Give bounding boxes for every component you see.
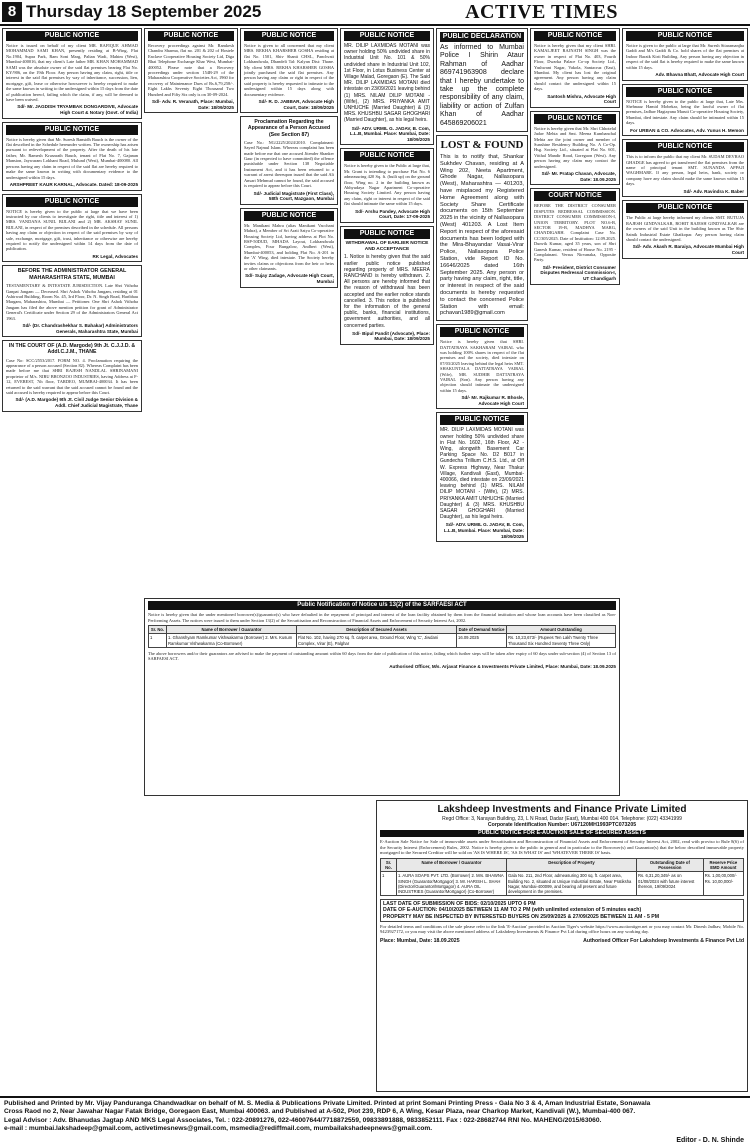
lakshdeep-signature: Authorised Officer For Lakshdeep Investments & Finance Pvt Ltd	[583, 938, 744, 944]
notice-body: Recovery proceedings against Mr. Ramkesh Chandra Sharma, flat no. 201 & 202 of Hostele Enclave Cooperative Housing Society Ltd, Diga Bhai Telephone Exchange Khar West, Mumbai-400052. Please note that a Recovery proceedings under section 154B-29 of the Maharashtra Cooperative Societies Act, 1960 for recovery of Maintenance Dues of Rs.6,79,258/-. Eight Lakhs Seventy Eight Thousand Two Hundred and Fifty Six only is on 30-09-2024.	[148, 43, 234, 97]
table-header: Date of Demand Notice	[457, 626, 507, 634]
imprint-line: e-mail : mumbai.lakshadeep@gmail.com, activetimesnews@gmail.com, msmedia@rediffmail.com, mumbailakshadeepnews@gmail.com.	[4, 1125, 433, 1133]
page-number: 8	[2, 2, 22, 22]
table-header: Description of Property	[507, 858, 637, 871]
notice-body: Notice is given to all concerned that my client MRS. REKHA KHARSHEB GOSHA residing at flat No. 1501, Shiv Shanti CHSL, Panchvati Lokhandwala, Dhandeli Tal: Kalyan Dist: Thane. My client MRS. REKHA KHARSHEB GOSHA jointly purchased the said flat premises. Any person having any claim or right in respect of the said property is hereby requested to intimate to the undersigned within 15 days along with documentary evidence.	[244, 43, 334, 97]
lost-found-body: This is to notify that, Shankar Sukhdev Chavan, residing at A Wing 202, Neeta Apartment, Ghode Nagar, Nallasopara (West), Maharashtra — 401203, have misplaced my Registered Home Agreement along with Society Share Certificate documents on 15th September 2025 in the vicinity of Nallasopara (West) 401203. A Lost Item Report in respect of the aforesaid documents has been lodged with the Mira-Bhayandar Vasai-Virar Police, Nallasopara Police Station, vide Report ID No. 16646/2025 dated 16th September 2025. Any person or party having any claim, right, title, or interest in respect of the said documents is hereby requested to contact the concerned Police Station with email: pchavan1989@gmail.com	[440, 154, 524, 317]
table-header: Name of Borrower / Guarantor	[397, 858, 507, 871]
declaration-box	[436, 28, 528, 132]
notice-heading: PUBLIC NOTICE	[440, 327, 524, 337]
notice-signature: Sd/- Mr. Rajkumar R. Bhosle, Advocate High Court	[461, 395, 524, 406]
notice-box	[240, 116, 338, 204]
notice-signature: Sd/- Mr. Pratap Chavan, Advocate, Date: 18.09.2025	[541, 171, 616, 182]
notice-signature: ARSHPREET KAUR KARNAL, Advocate. Dated: 18-09-2025	[9, 181, 138, 187]
notice-box	[340, 28, 434, 145]
table-header: Outstanding Date of Possession	[637, 858, 704, 871]
notice-body: Notice is hereby given that my client SHRI. KAMALJEET RAJNATH SINGH was the owner in respect of Flat No. 403, Fourth Floor, Dwarka Palace Co-op Society Ltd., Yashwant Nagar, Vakola, Santacruz (East), Mumbai. My client has lost the original agreement. Any person having any claim should contact the undersigned within 15 days.	[534, 43, 616, 92]
notice-box	[436, 412, 528, 542]
table-cell: 1. Ghanshyam Ramkumar Vishwakarma (Borrower) 2. Mrs. Kusum Ramkumar Vishwakarma (Co-Borrower)	[167, 634, 297, 647]
notice-signature: Santosh Mishra, Advocate High Court	[547, 93, 616, 105]
column-1	[2, 28, 142, 794]
notice-signature: Sd/- President, District Consumer Disputes Redressal Commission-I, UT Chandigarh	[540, 264, 616, 281]
notice-signature: Sd/- (A.D. Margode) 9th Jt. Civil Judge Senior Division & Addl. Chief Judicial Magistrate, Thane	[15, 397, 138, 409]
notice-body: Notice is hereby given that Mr. Shri Chhotelal Jadav Mehta and Smt. Meena Kumbanchal Mehta are the joint owner and member of Sunshine Residency Building No. A Co-Op. Hsg. Society Ltd., situated at Flat No. 601, Vitthal Mandir Road, Goregaon (West). Any person having any claim may contact the undersigned.	[534, 125, 616, 169]
notice-subheading: WITHDRAWAL OF EARLIER NOTICE AND ACCEPTANCE	[345, 240, 429, 252]
notice-body: Case No: SCC/2553/2017. FORM NO. 4. Proclamation requiring the appearance of a person accused (Section 82). Whereas Complaint has been made before me that SHRI RAJESH NANDLAL SHRINAMANI proprietor of M/s. NIRU BRONZOO INDUSTRIES, having Address at F-12, EVEREST, 7th floor, TARDEO, MUMBAI-400034. It has been returned to the said warrant that the said accused cannot be found and the said accused is hereby required to appear before this Court.	[6, 357, 138, 396]
notice-signature: Sd/- Mr. JAGDISH TRYAMBAK DONGARDIVE, Advocate High Court & Notary (Govt. of India)	[17, 104, 138, 116]
notice-signature: Sd/- Adv. Ravindra K. Baber	[683, 188, 744, 194]
lakshdeep-cin: Corporate Identification Number: U67120MH1993PTC073205	[487, 822, 637, 828]
imprint-line: Cross Raod no 2, Near Jawahar Nagar Fatak Bridge, Goregaon East, Mumbai 400063. and Published at A-502, Plot 239, RDP 6, A Wing, Kesar Plaza, near Charkop Market, Kandivali (W.), Mumbai-400 067.	[4, 1108, 636, 1116]
notice-heading: PUBLIC NOTICE	[626, 31, 744, 41]
lakshdeep-sign-row	[380, 938, 744, 944]
lost-found-box	[436, 135, 528, 321]
notice-body: Notice is given to the public at large that Mr. Suresh Sitaramanjha Gaddi and M/s Gaddi & Co. hold shares of the flat premises at Indoor Baraik Kirti Building. Any person having any objection in respect of the said flat is hereby required to make the same known within 15 days.	[626, 43, 744, 70]
notice-signature: Adv. Bhavna Bhatt, Advocate High Court	[655, 72, 744, 78]
table-row	[149, 634, 616, 647]
newspaper-title: ACTIVE TIMES	[465, 1, 618, 23]
table-cell: 1	[149, 634, 167, 647]
notice-body: Notice is hereby given that Mr. Suresh Bansidh Bauch is the owner of the flat described in the Schedule hereunder written. The ownership has arisen pursuant to redevelopment of the property. After the death of his late father, Mr. Ramesh Krusnrath Bauch, tenant of Flat No. 7, Gajanan Mansion, Jaywaram Lokhant Road, Mulund (West), Mumbai-400080. All persons having any claim in respect of the said flat are hereby required to make the same known in writing with documentary evidence to the undersigned within 15 days.	[6, 136, 138, 180]
notice-heading: PUBLIC NOTICE	[244, 31, 334, 41]
notice-signature: RK Legal, Advocates	[92, 253, 138, 259]
column-2	[144, 28, 238, 328]
notice-heading: PUBLIC NOTICE	[626, 142, 744, 152]
table-cell: 16.09.2025	[457, 634, 507, 647]
notice-box	[2, 265, 142, 337]
table-header: Reserve Price EMD Amount	[703, 858, 743, 871]
table-cell: Rs. 1,00,00,000/- Rs. 10,00,000/-	[703, 872, 743, 896]
notice-box	[144, 28, 238, 113]
table-cell: 1	[381, 872, 397, 896]
declaration-body: As informed to Mumbai Police I Shirin Ataur Rahman of Aadhar 869741963908 declare that I hereby undertake to take up the complete responsibility of any claim, liability or action of Zulfan Khan of Aadhar 645869206021	[440, 44, 524, 127]
notice-box	[340, 148, 434, 222]
lakshdeep-auction-notice	[376, 800, 748, 1092]
notice-body: Notice is hereby given to the Public at large that, Mr. Grant is intending to purchase Flat No. 6 admeasuring 420 Sq. ft. (built up) on the ground floor, Wing no. 2 in the building known as Abhyudaya Nagar Apartment Co-operative Housing Society Limited. Any person having any claim, right or interest in respect of the said flat should intimate the same within 15 days.	[344, 163, 430, 207]
notice-heading: PUBLIC NOTICE	[344, 151, 430, 161]
notice-body: NOTICE is hereby given to the public at large that we have been instructed by our clients to investigate the right, title and interest of 1) MRS. VANDANA SUNIL BIJLANI and 2) MR. AKSHAY SUNIL BIJLANI, in respect of the premises described in the schedule. All persons having any claim or objection in respect of the said premises by way of sale, exchange, mortgage, gift, trust, inheritance or otherwise are hereby required to notify the undersigned within 14 days from the date of publication.	[6, 208, 138, 252]
sarfaesi-signature: Authorised Officer, M/s. Arjavat Finance & Investments Private Limited, Place: Mumbai, Date: 18.09.2025	[389, 663, 616, 669]
notice-box	[530, 111, 620, 185]
notice-box	[530, 28, 620, 108]
sarfaesi-notice	[144, 598, 620, 796]
lakshdeep-reg-office: Regd Office: 3, Narayan Building, 23, L N Road, Dadar (East), Mumbai 400 014. Telephone: (022) 43341999	[442, 816, 682, 822]
table-cell: Rs. 6,31,20,349/- as on 01/08/2024 with future interest thereon, 19/09/2024	[637, 872, 704, 896]
notice-body: This is to inform the public that my client Mr. SUDAM DEVRAO GHADGE has agreed to get transferred the flat premises from the name of principal tenant SMT. SUNANDA APPAJI WAGHMARE. If any person, legal heirs, bank, society or company have any claim should make the same known within 15 days.	[626, 154, 744, 187]
notice-heading: PUBLIC NOTICE	[344, 229, 430, 239]
table-header: Description of Secured Assets	[297, 626, 457, 634]
column-6	[530, 28, 620, 594]
column-7	[622, 28, 748, 794]
table-header: Amount Outstanding	[507, 626, 616, 634]
notice-box	[2, 194, 142, 263]
notice-signature: Sd/- ADV. URMIL G. JADAV, B. Com, L.L.B, Mumbai. Place: Mumbai, Date: 18/09/2025	[349, 125, 430, 142]
notice-signature: Sd/- Bipul Pandit (Advocate), Place: Mumbai, Date: 18/09/2025	[352, 330, 430, 342]
table-cell: Flat No. 102, having 270 sq. ft. carpet area, Ground Floor, Wing 'C', Jiwdani Complex, Virar (E), Palghar	[297, 634, 457, 647]
table-header: Sr. No.	[381, 858, 397, 871]
notice-box	[622, 200, 748, 258]
lakshdeep-intro: E-Auction Sale Notice for Sale of immovable assets under Securitisation and Reconstruction of Financial Assets and Enforcement of Security Interest Act, 2002, read with proviso to Rule 8(6) of the Security Interest (Enforcement) Rules, 2002. Notice is hereby given to the public in general and in particular to the Borrower(s) and Guarantor(s) that the below described immovable property mortgaged to the Secured Creditor will be sold on 'AS IS WHERE IS', 'AS IS WHAT IS' and 'WHATEVER THERE IS' basis.	[380, 839, 744, 856]
notice-box	[2, 28, 142, 119]
notice-heading: PUBLIC NOTICE	[6, 125, 138, 135]
notice-heading: PUBLIC NOTICE	[534, 114, 616, 124]
lakshdeep-terms: For detailed terms and conditions of the sale please refer to the link 'E-Auction' provided in Auction Tiger's website https://www.auctiontiger.net or you may contact Mr. Dinesh Jadhav, Mobile No. 9423927172, or you may visit the above mentioned address of Lakshdeep Investments & Finance Pvt Ltd during office hours on any working day.	[380, 923, 744, 935]
notice-box	[436, 324, 528, 409]
imprint-footer	[0, 1096, 750, 1148]
last-date: LAST DATE OF SUBMISSION OF BIDS: 02/10/2025 UPTO 6 PM	[383, 901, 536, 908]
lakshdeep-table	[380, 858, 744, 896]
table-header: Name of Borrower / Guarantor	[167, 626, 297, 634]
notice-signature: Sd/- ADV. URMIL G. JADAV, B. Com, L.L.B, Mumbai. Place: Mumbai, Date: 18/09/2025	[443, 522, 524, 539]
notice-box	[622, 84, 748, 137]
column-5	[436, 28, 528, 594]
notice-heading: PUBLIC NOTICE	[626, 203, 744, 213]
sarfaesi-footer: The above borrowers and/or their guarantors are advised to make the payment of outstanding amount within 60 days from the date of publication of this notice, failing which further steps will be taken after expiry of 60 days under sub-section (4) of Section 13 of SARFAESI ACT.	[148, 650, 616, 662]
column-3	[240, 28, 338, 588]
imprint-line: Published and Printed by Mr. Vijay Panduranga Chandwadkar on behalf of M. S. Media & Publications Private Limited. Printed at print Somani Printing Press - Gala No 3 & 4, Aman Industrial Estate, Sonawala	[4, 1100, 651, 1107]
notice-heading: PUBLIC NOTICE	[244, 211, 334, 221]
notice-signature: For URBAN & CO. Advocates, Adv. Yunus H. Memon	[630, 127, 744, 133]
table-cell: Gala No. 211, 2nd Floor, admeasuring 300 sq. ft. carpet area, Building No. 2, situated at Unique Industrial Estate, Near Pratiksha Nagar, Mumbai-400099, and bearing all present and future development in the premises.	[507, 872, 637, 896]
table-row	[381, 872, 744, 896]
inspection-date: PROPERTY MAY BE INSPECTED BY INTERESTED BUYERS ON 25/09/2025 & 27/09/2025 BETWEEN 11 AM - 5 PM	[383, 913, 660, 920]
notice-body: TESTAMENTARY & INTESTATE JURISDICTION. Late Shri Vithoba Ganpat Jangam — Deceased. Shri Ashok Vithoba Jangam, residing at 01 Ashirwad Building, Room No. 45, 3rd Floor, Dr. N. Singh Road, Haribhau Margam, Maharashtra, Mumbai — Petitioner. One Shri Ashok Vithoba Jangam has filed the above mention petition for grant of Administrator General's Certificate under Section 29 of the Administrators General Act 1963.	[6, 283, 138, 321]
notice-box	[2, 340, 142, 411]
notice-body: Notice is issued on behalf of my client MR. RAFIQUE AHMAD MOHAMMAD SAMI KHAN, presently residing at B-Wing, Flat No.1904, Supra Park, Ram Soni Marg, Paltan Wadi, Mahim (West), Mumbai-400016, that my client's Late father MR. KHAN MOHAMMAD SAMI was the absolute owner of the said flat premises bearing Flat No. KY/906, on the 19th Floor. Any person having any claim, right, title or interest in the said flat premises by way of inheritance, succession, lien, mortgage, gift, lease or otherwise howsoever is hereby required to make the same known in writing to the undersigned within 15 days from the date of publication hereof, failing which the claim, if any, will be deemed to have been waived.	[6, 43, 138, 103]
column-4	[340, 28, 434, 594]
lost-found-heading: LOST & FOUND	[440, 139, 524, 152]
lakshdeep-title: Lakshdeep Investments and Finance Private Limited	[437, 804, 687, 815]
notice-signature: Sd/- Adv. R. Veranath, Place: Mumbai, Date: 18/09/2025	[152, 99, 234, 110]
auction-date: DATE OF E-AUCTION: 04/10/2025 BETWEEN 11 AM TO 2 PM (with unlimited extension of 5 minutes each)	[383, 907, 642, 914]
notice-body: Mr. Manikant Mahra (alias Manikant Vacchani Mahra), a Member of Sri Arati Satya Co-operative Housing Society Ltd, having address at Plot No. RSP-50DUD, MHADA Layout, Lokhandwala Complex, Four Bungalow, Andheri (West), Mumbai-400053, and holding Flat No. A-201 in the 'A' Wing, died intestate. The Society hereby invites claims or objections from the heir or heirs or other claimants.	[244, 222, 334, 271]
notice-heading: COURT NOTICE	[534, 191, 616, 201]
notice-box	[622, 28, 748, 81]
issue-date: Thursday 18 September 2025	[26, 2, 262, 21]
notice-signature: Sd/- R. D. JABBAR, Advocate High Court, Date: 18/09/2025	[258, 99, 334, 110]
lakshdeep-band: PUBLIC NOTICE FOR E-AUCTION SALE OF SECURED ASSETS	[380, 830, 744, 837]
table-header-row	[381, 858, 744, 871]
notice-body: MR. DILIP LAXMIDAS MOTANI was owner holding 50% undivided share in Industrial Unit No. 101 & 50% undivided share in Industrial Unit 102, 1st Floor, in Lotus Business Center at Village Malad, Goregaon (E). The Said MR. DILIP LAXMIDAS MOTANI died intestate on 23/09/2021 leaving behind (1) MRS. NILAM DILIP MOTANI - (Wife), (2) MRS. PRIYANKA AMIT UNHUCHE (Married Daughter) & (3) MRS. KHUSHBU SAGAR GHOGHARI (Married Daughter), as his legal heirs.	[344, 43, 430, 124]
sarfaesi-heading: Public Notification of Notice u/s 13(2) of the SARFAESI ACT	[148, 601, 616, 610]
notice-body: BEFORE THE DISTRICT CONSUMER DISPUTES REDRESSAL COMMISSION. DISTRICT CONSUMER COMMISSION-I, UNION TERRITORY. PLOT NO.6-B, SECTOR 19-B, MADHYA MARG, CHANDIGARH. Complaint Case No. CC/305/2025. Date of Institution: 12.09.2025. Dunvik Kumar, aged 35 years, son of Shri Ganesh Kumar, resident of House No. 2195 - Complainant. Versus Nirvanaka, Opposite Party.	[534, 203, 616, 263]
notice-heading: IN THE COURT OF (A.D. Margode) 9th Jt. C.J.J.D. & Addl.C.J.M., THANE	[8, 343, 136, 356]
notice-body: Case No.: NG/2225/2024/2010. Complainant: Sayed Najmul Islam. Whereas complaint has been made before me that one accused Jitender Shanker Gaur (in respected to have committed) the offence punishable under Section 138 Negotiable Instrument Act, and it has been returned to a warrant of arrest thereupon issued that the said Ali Ansari Mehmud cannot be found, the said accused is required to appear before this Court.	[244, 139, 334, 189]
notice-box	[622, 139, 748, 197]
lakshdeep-place-date: Place: Mumbai, Date: 18.09.2025	[380, 938, 460, 944]
notice-heading: PUBLIC NOTICE	[148, 31, 234, 41]
notice-box	[240, 208, 338, 288]
table-header: Sr. No.	[149, 626, 167, 634]
notice-body: Notice is hereby given that SHRI. DATTATRAYA SAKHARAM VAIRAL who was holding 100% shares in respect of the flat premises and the society, died intestate on 07/03/2025 leaving behind the legal heirs SMT. SHAKUNTALA DATTATRAYA VAIRAL (Wife), MR. SUDHIR DATTATRAYA VAIRAL (Son). Any person having any objection should intimate the undersigned within 15 days.	[440, 339, 524, 393]
notice-box	[240, 28, 338, 113]
notice-heading: Proclamation Regarding the Appearance of a Person Accused (See Section 87)	[247, 119, 331, 138]
table-cell: Rs. 10,23,673/- (Rupees Ten Lakh Twenty Three Thousand Six Hundred Seventy Three Only)	[507, 634, 616, 647]
notice-heading: PUBLIC NOTICE	[440, 415, 524, 425]
notice-box	[530, 188, 620, 284]
table-cell: 1. AURA SOAPS PVT. LTD. (Borrower) 2. Mrs. BHAWNA SINGH (Guarantor/Mortgagor) 3. Mr. HARISH L. SHAH (Director/Guarantor/Mortgagor) 4. AURA OIL INDUSTRIES (Guarantor/Mortgagor) (Co-Borrower)	[397, 872, 507, 896]
notice-heading: PUBLIC NOTICE	[626, 87, 744, 97]
notice-body: The Public at large hereby informed my clients SMT. RUTUJA RAJESH GINDVALKAR, ROHIT RAJESH GINDVALKAR are the owners of the said Unit in the building known as The Shiv Sainik Industrial Estate Ghatkopar. Any person having claim should contact the undersigned.	[626, 215, 744, 242]
notice-body: MR. DILIP LAXMIDAS MOTANI was owner holding 50% undivided share in Flat No. 1602, 16th Floor, A2 - Wing, alongwith Basement Car Parking Space No. D2 B017 in Gundecha Trillium C.H.S. Ltd., at Off W. Express Highway, Near Thakur Village, Kandivali (East), Mumbai-400066, died intestate on 23/09/2021 leaving behind (1) MRS. NILAM DILIP MOTANI - (Wife), (2) MRS. PRIYANKA AMIT UNHUCHE (Married Daughter) & (3) MRS. KHUSHBU SAGAR GHOGHARI (Married Daughter), as his legal heirs.	[440, 427, 524, 521]
notice-signature: Sd/- Arshu Pandey, Advocate High Court, Date: 17-09-2025	[355, 208, 430, 220]
editor-credit: Editor - D. N. Shinde	[676, 1137, 744, 1144]
notice-body: NOTICE is hereby given to the public at large that, Late Mrs. Shehnaaz Hamid Mobekar, being the lawful owner of flat premises, Jadhav Hagtayana Maruti Co-operative Housing Society, Mumbai, died intestate. Any claim should be intimated within 15 days.	[626, 98, 744, 126]
notice-heading: BEFORE THE ADMINISTRATOR GENERAL MAHARASHTRA STATE, MUMBAI	[17, 268, 127, 281]
notice-signature: Sd/- (Dr. Chandrashekhar S. Bahakar) Administrators Generals, Maharashtra State, Mumbai	[22, 323, 138, 334]
table-header-row	[149, 626, 616, 634]
auction-dates	[380, 899, 744, 922]
notice-box	[340, 226, 434, 345]
notice-body: 1. Notice is hereby given that the said earlier public notice published regarding property of MRS. MEERA RANCHAND is hereby withdrawn. 2. All persons are hereby informed that the reason of withdrawal has been accepted and the earlier notice stands cancelled. 3. This notice is published for the information of the general public, banks, financial institutions, government authorities, and all concerned parties.	[344, 254, 430, 329]
sarfaesi-intro: Notice is hereby given that the under mentioned borrower(s)/guarantor(s) who have defaulted in the repayment of principal and interest of the loan facility obtained by them from the financial institution and whose loan accounts have been classified as Non-Performing Assets. The notices were issued to them under Section 13(2) of the Securitisation and Reconstruction of Financial Assets and Enforcement of Security Interest Act, 2002.	[148, 612, 616, 623]
notice-signature: Sd/- Judicial Magistrate (First Class), 58th Court, Mazgaon, Mumbai	[253, 190, 334, 202]
sarfaesi-table	[148, 625, 616, 648]
notice-heading: PUBLIC NOTICE	[6, 31, 138, 41]
notice-heading: PUBLIC DECLARATION	[440, 32, 524, 42]
notice-heading: PUBLIC NOTICE	[534, 31, 616, 41]
imprint-line: Legal Advisor : Adv. Bhanudas Jagtap AND MKS Legal Associates, Tel. : 022-20891276, 022-46007644/7718872559, 09833891888, 9833852111. Fax : 022-28682744 RNI No. MAHENG/2015/63060.	[4, 1116, 602, 1124]
notice-heading: PUBLIC NOTICE	[6, 197, 138, 207]
masthead-rule	[0, 24, 750, 26]
notice-heading: PUBLIC NOTICE	[344, 31, 430, 41]
masthead	[0, 0, 750, 24]
notice-signature: Sd/- Sujay Zadage, Advocate High Court, Mumbai	[245, 273, 334, 284]
notice-box	[2, 122, 142, 191]
notice-signature: Sd/- Adv. Akash R. Baraiya, Advocate Mumbai High Court	[632, 244, 744, 255]
